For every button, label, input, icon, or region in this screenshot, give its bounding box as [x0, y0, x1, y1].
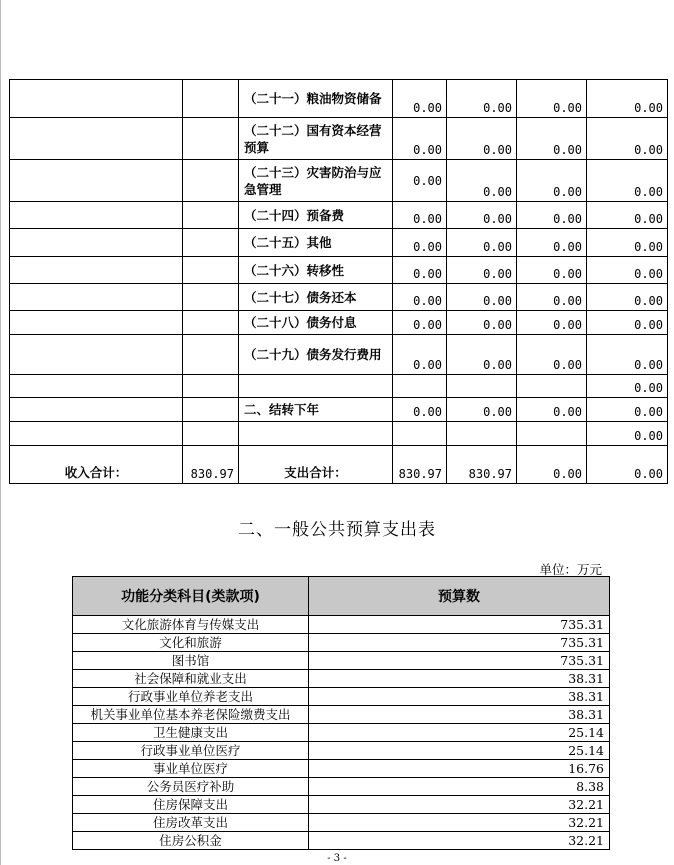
header-item: 功能分类科目(类款项): [73, 577, 309, 616]
blank-cell: [10, 284, 183, 311]
expense-total-value: 0.00: [517, 446, 587, 484]
table-row: [73, 724, 610, 742]
budget-item-name: 文化和旅游: [73, 634, 309, 652]
value-cell: 0.00: [393, 160, 447, 202]
budget-item-name: 公务员医疗补助: [73, 778, 309, 796]
income-expense-table: [9, 79, 668, 484]
value-cell: 0.00: [587, 311, 668, 335]
table-row: [10, 118, 668, 160]
table-row: [73, 652, 610, 670]
budget-item-name: 卫生健康支出: [73, 724, 309, 742]
blank-cell: [183, 118, 239, 160]
item-name: （二十三）灾害防治与应急管理: [239, 160, 393, 202]
blank-cell: [10, 229, 183, 257]
blank-cell: [183, 257, 239, 284]
item-name: （二十九）债务发行费用: [239, 335, 393, 375]
value-cell: [447, 375, 517, 398]
value-cell: 0.00: [517, 311, 587, 335]
value-cell: 0.00: [393, 284, 447, 311]
value-cell: 0.00: [447, 229, 517, 257]
section-title: 二、一般公共预算支出表: [238, 520, 436, 540]
blank-cell: [10, 311, 183, 335]
blank-cell: [10, 118, 183, 160]
total-row: [10, 446, 668, 484]
value-cell: 0.00: [393, 335, 447, 375]
unit-label: 单位：万元: [539, 562, 602, 577]
page-number: - 3 -: [327, 853, 347, 864]
value-cell: [517, 375, 587, 398]
value-cell: 0.00: [393, 118, 447, 160]
table-row: [10, 284, 668, 311]
table-row: [10, 80, 668, 118]
table-row: [10, 202, 668, 229]
value-cell: 0.00: [393, 398, 447, 422]
value-cell: 0.00: [517, 118, 587, 160]
budget-item-amount: 32.21: [309, 796, 610, 814]
value-cell: 0.00: [447, 202, 517, 229]
value-cell: 0.00: [447, 257, 517, 284]
budget-item-name: 社会保障和就业支出: [73, 670, 309, 688]
budget-item-amount: 25.14: [309, 724, 610, 742]
table-row: [73, 832, 610, 850]
budget-item-amount: 38.31: [309, 706, 610, 724]
value-cell: [393, 375, 447, 398]
value-cell: [517, 422, 587, 446]
table-row: [73, 706, 610, 724]
item-name: [239, 422, 393, 446]
item-name: [239, 375, 393, 398]
value-cell: 0.00: [587, 422, 668, 446]
header-amount: 预算数: [309, 577, 610, 616]
value-cell: 0.00: [393, 257, 447, 284]
budget-item-name: 住房保障支出: [73, 796, 309, 814]
value-cell: [447, 422, 517, 446]
table-row: [73, 634, 610, 652]
value-cell: 0.00: [447, 118, 517, 160]
table-row: [10, 229, 668, 257]
value-cell: 0.00: [517, 160, 587, 202]
table-row: [73, 814, 610, 832]
table-row: [73, 796, 610, 814]
value-cell: 0.00: [447, 398, 517, 422]
value-cell: 0.00: [393, 311, 447, 335]
blank-cell: [183, 160, 239, 202]
budget-item-amount: 16.76: [309, 760, 610, 778]
value-cell: [393, 422, 447, 446]
budget-item-amount: 735.31: [309, 634, 610, 652]
value-cell: 0.00: [447, 311, 517, 335]
item-name: （二十七）债务还本: [239, 284, 393, 311]
expense-total-value: 0.00: [587, 446, 668, 484]
value-cell: 0.00: [517, 257, 587, 284]
blank-cell: [10, 398, 183, 422]
value-cell: 0.00: [587, 80, 668, 118]
value-cell: 0.00: [447, 284, 517, 311]
budget-item-amount: 735.31: [309, 652, 610, 670]
budget-item-name: 住房改革支出: [73, 814, 309, 832]
budget-item-amount: 38.31: [309, 688, 610, 706]
general-budget-expenditure-table: [72, 576, 610, 850]
blank-cell: [183, 335, 239, 375]
table-row: [73, 778, 610, 796]
value-cell: 0.00: [587, 229, 668, 257]
blank-cell: [10, 422, 183, 446]
blank-cell: [183, 284, 239, 311]
table-row: [10, 311, 668, 335]
table-row: [10, 422, 668, 446]
value-cell: 0.00: [587, 118, 668, 160]
blank-cell: [183, 422, 239, 446]
budget-item-name: 行政事业单位养老支出: [73, 688, 309, 706]
table-row: [73, 742, 610, 760]
blank-cell: [10, 202, 183, 229]
value-cell: 0.00: [587, 160, 668, 202]
blank-cell: [10, 257, 183, 284]
blank-cell: [183, 398, 239, 422]
table-row: [73, 760, 610, 778]
table-row: [10, 335, 668, 375]
budget-item-amount: 32.21: [309, 832, 610, 850]
table-row: [10, 160, 668, 202]
value-cell: 0.00: [393, 202, 447, 229]
item-name: 二、结转下年: [239, 398, 393, 422]
item-name: （二十五）其他: [239, 229, 393, 257]
value-cell: 0.00: [587, 398, 668, 422]
budget-item-name: 事业单位医疗: [73, 760, 309, 778]
value-cell: 0.00: [587, 257, 668, 284]
value-cell: 0.00: [447, 160, 517, 202]
value-cell: 0.00: [447, 80, 517, 118]
expense-total-value: 830.97: [447, 446, 517, 484]
budget-item-amount: 32.21: [309, 814, 610, 832]
value-cell: 0.00: [517, 335, 587, 375]
item-name: （二十八）债务付息: [239, 311, 393, 335]
budget-item-amount: 8.38: [309, 778, 610, 796]
budget-item-name: 住房公积金: [73, 832, 309, 850]
blank-cell: [183, 80, 239, 118]
value-cell: 0.00: [587, 375, 668, 398]
blank-cell: [10, 80, 183, 118]
budget-item-amount: 38.31: [309, 670, 610, 688]
table-row: [10, 375, 668, 398]
blank-cell: [10, 335, 183, 375]
budget-item-amount: 735.31: [309, 616, 610, 634]
blank-cell: [183, 202, 239, 229]
budget-item-name: 图书馆: [73, 652, 309, 670]
blank-cell: [183, 229, 239, 257]
budget-item-amount: 25.14: [309, 742, 610, 760]
value-cell: 0.00: [517, 229, 587, 257]
value-cell: 0.00: [393, 80, 447, 118]
value-cell: 0.00: [393, 229, 447, 257]
table-row: [73, 670, 610, 688]
blank-cell: [10, 375, 183, 398]
table-row: [73, 616, 610, 634]
income-total-value: 830.97: [183, 446, 239, 484]
value-cell: 0.00: [587, 335, 668, 375]
value-cell: 0.00: [517, 284, 587, 311]
expense-total-label: 支出合计：: [239, 446, 393, 484]
blank-cell: [10, 160, 183, 202]
budget-item-name: 行政事业单位医疗: [73, 742, 309, 760]
value-cell: 0.00: [587, 284, 668, 311]
value-cell: 0.00: [517, 398, 587, 422]
value-cell: 0.00: [587, 202, 668, 229]
budget-item-name: 文化旅游体育与传媒支出: [73, 616, 309, 634]
page-edge-line: [0, 0, 1, 865]
item-name: （二十四）预备费: [239, 202, 393, 229]
table-row: [73, 688, 610, 706]
expense-total-value: 830.97: [393, 446, 447, 484]
income-total-label: 收入合计：: [10, 446, 183, 484]
value-cell: 0.00: [447, 335, 517, 375]
blank-cell: [183, 375, 239, 398]
item-name: （二十二）国有资本经营预算: [239, 118, 393, 160]
budget-item-name: 机关事业单位基本养老保险缴费支出: [73, 706, 309, 724]
item-name: （二十六）转移性: [239, 257, 393, 284]
value-cell: 0.00: [517, 202, 587, 229]
table-row: [10, 398, 668, 422]
table-row: [10, 257, 668, 284]
blank-cell: [183, 311, 239, 335]
item-name: （二十一）粮油物资储备: [239, 80, 393, 118]
value-cell: 0.00: [517, 80, 587, 118]
